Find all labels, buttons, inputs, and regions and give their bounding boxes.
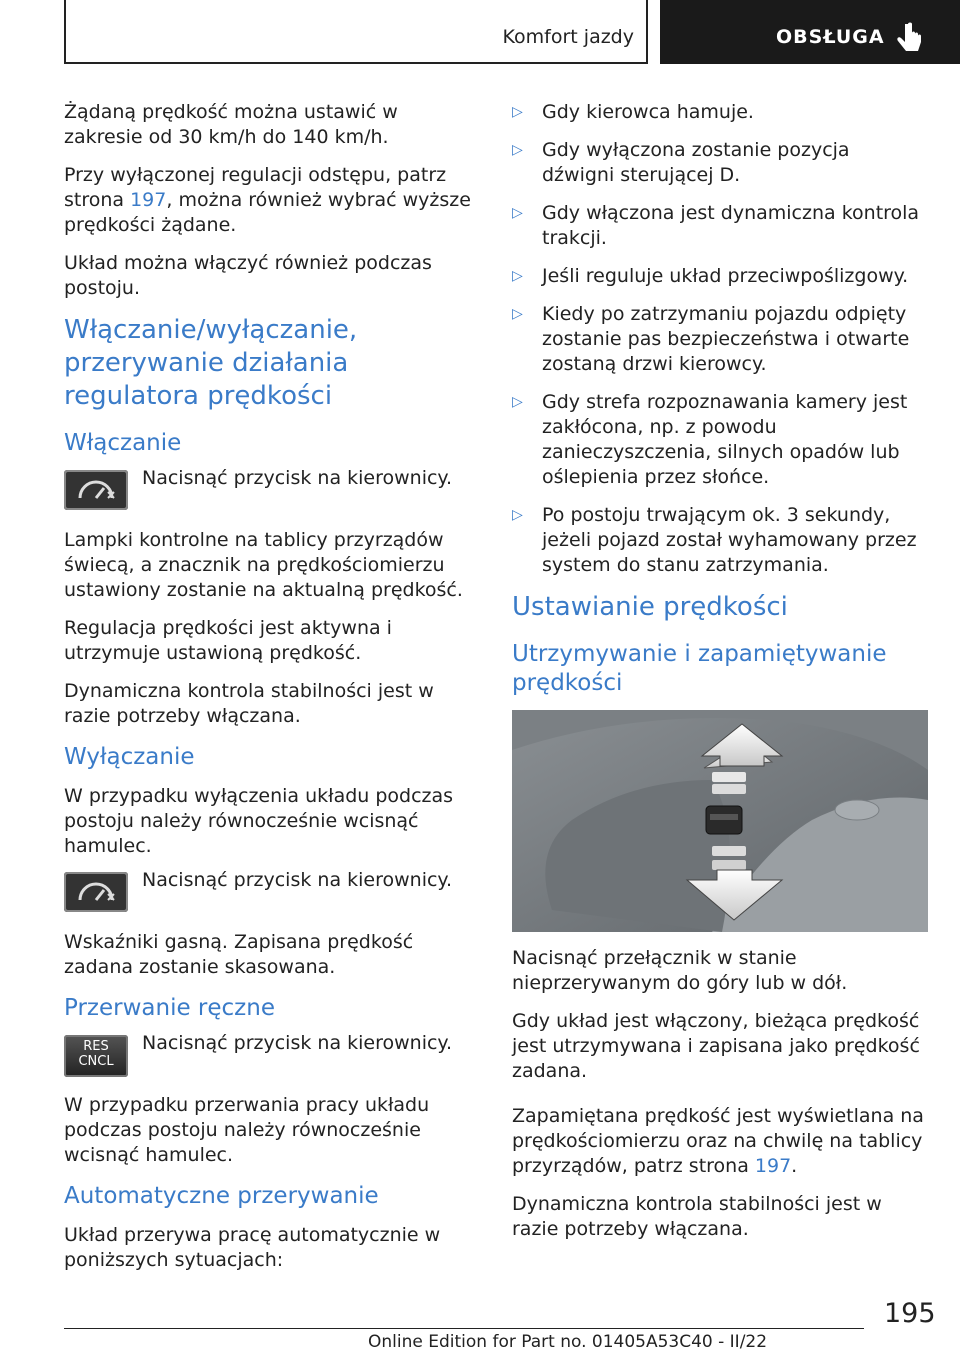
list-item: ▷ Gdy włączona jest dynamiczna kontrola trakcji. <box>512 202 920 249</box>
subheading-on: Włączanie <box>64 430 182 456</box>
triangle-bullet-icon: ▷ <box>512 142 523 158</box>
paragraph: W przypadku wyłączenia układu podczas postoju należy równocześnie wcisnąć hamulec. <box>64 785 454 857</box>
subheading-auto: Automatyczne przerywanie <box>64 1183 379 1209</box>
paragraph: Przy wyłączonej regulacji odstępu, patrz strona 197, można również wybrać wyższe prędkości żądane. <box>64 164 471 236</box>
left-column <box>64 100 476 1286</box>
paragraph: Dynamiczna kontrola stabilności jest w razie potrzeby włączana. <box>64 680 434 727</box>
triangle-bullet-icon: ▷ <box>512 104 523 120</box>
triangle-bullet-icon: ▷ <box>512 507 523 523</box>
list-item: ▷ Gdy strefa rozpoznawania kamery jest zakłócona, np. z powodu zanieczyszczenia, silnych opadów lub oślepienia przez słońce. <box>512 391 908 488</box>
page-number: 195 <box>884 1298 936 1329</box>
section-title: Komfort jazdy <box>502 26 634 48</box>
paragraph: Zapamiętana prędkość jest wyświetlana na prędkościomierzu oraz na chwilę na tablicy przyrządów, patrz strona 197. <box>512 1105 924 1177</box>
triangle-bullet-icon: ▷ <box>512 205 523 221</box>
paragraph: Lampki kontrolne na tablicy przyrządów świecą, a znacznik na prędkościomierzu ustawiony zostanie na aktualną prędkość. <box>64 529 463 601</box>
paragraph: Wskaźniki gasną. Zapisana prędkość zadana zostanie skasowana. <box>64 931 414 978</box>
edition-footer: Online Edition for Part no. 01405A53C40 - II/22 <box>368 1332 768 1352</box>
button-instruction <box>64 869 476 920</box>
subheading-hold: Utrzymywanie i zapamiętywanie prędkości <box>512 641 887 696</box>
right-column <box>512 100 924 1255</box>
instruction-text: Nacisnąć przycisk na kierownicy. <box>142 467 453 489</box>
instruction-text: Nacisnąć przycisk na kierownicy. <box>142 869 453 891</box>
triangle-bullet-icon: ▷ <box>512 306 523 322</box>
list-item: ▷ Gdy wyłączona zostanie pozycja dźwigni sterującej D. <box>512 139 850 186</box>
list-item: ▷ Po postoju trwającym ok. 3 sekundy, jeżeli pojazd został wyhamowany przez system do stanu zatrzymania. <box>512 504 917 576</box>
triangle-bullet-icon: ▷ <box>512 268 523 284</box>
paragraph: Gdy układ jest włączony, bieżąca prędkość jest utrzymywana i zapisana jako prędkość zadana. <box>512 1010 920 1082</box>
subheading-off: Wyłączanie <box>64 744 195 770</box>
button-instruction <box>64 467 476 518</box>
list-item: ▷ Kiedy po zatrzymaniu pojazdu odpięty zostanie pas bezpieczeństwa i otwarte zostaną drzwi kierowcy. <box>512 303 910 375</box>
section-heading: Ustawianie prędkości <box>512 592 788 622</box>
instruction-text: Nacisnąć przycisk na kierownicy. <box>142 1032 453 1054</box>
button-instruction <box>64 1032 476 1083</box>
paragraph: Układ przerywa pracę automatycznie w poniższych sytuacjach: <box>64 1224 441 1271</box>
condition-list <box>512 100 924 578</box>
triangle-bullet-icon: ▷ <box>512 394 523 410</box>
paragraph: Dynamiczna kontrola stabilności jest w razie potrzeby włączana. <box>512 1193 882 1240</box>
cruise-control-button-icon <box>64 470 128 510</box>
chapter-title: OBSŁUGA <box>776 26 885 48</box>
cruise-control-button-icon <box>64 872 128 912</box>
section-heading: Włączanie/wyłączanie, przerywanie działania regulatora prędkości <box>64 315 358 411</box>
paragraph: Układ można włączyć również podczas postoju. <box>64 252 432 299</box>
paragraph: Żądaną prędkość można ustawić w zakresie od 30 km/h do 140 km/h. <box>64 101 398 148</box>
paragraph: W przypadku przerwania pracy układu podczas postoju należy równocześnie wcisnąć hamulec. <box>64 1094 430 1166</box>
paragraph: Nacisnąć przełącznik w stanie nieprzerywanym do góry lub w dół. <box>512 947 848 994</box>
page-link[interactable]: 197 <box>754 1155 792 1177</box>
subheading-manual: Przerwanie ręczne <box>64 995 275 1021</box>
hand-pointer-icon <box>896 22 924 56</box>
list-item: ▷ Jeśli reguluje układ przeciwpoślizgowy. <box>512 265 909 287</box>
list-item: ▷ Gdy kierowca hamuje. <box>512 101 754 123</box>
paragraph: Regulacja prędkości jest aktywna i utrzymuje ustawioną prędkość. <box>64 617 392 664</box>
res-cncl-button-icon: RES CNCL <box>64 1035 128 1077</box>
footer-rule <box>64 1328 864 1329</box>
page-link[interactable]: 197 <box>130 189 167 211</box>
steering-wheel-image <box>512 710 928 932</box>
